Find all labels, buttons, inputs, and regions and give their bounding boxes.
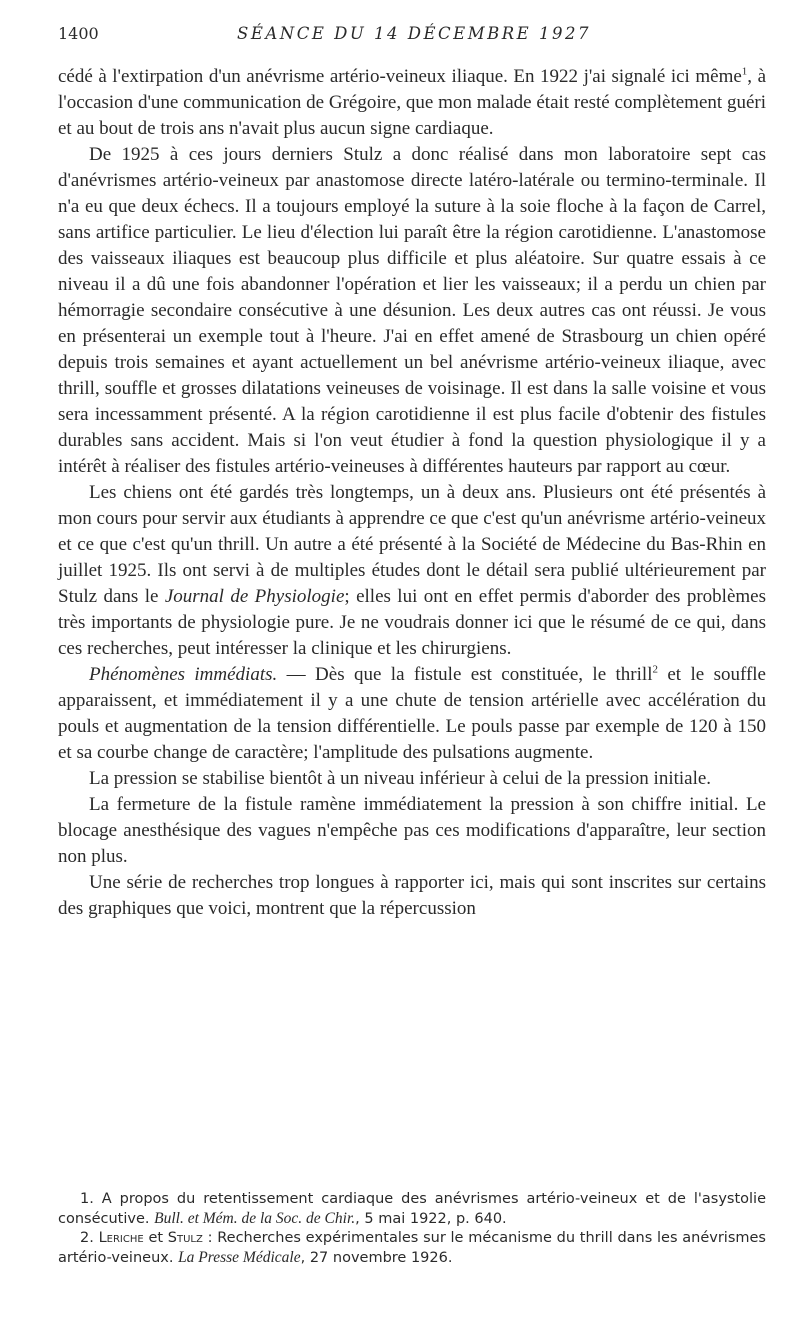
- footnote: 2. Leriche et Stulz : Recherches expérimentales sur le mécanisme du thrill dans les anévrismes artério-veineux. La Presse Médicale, 27 novembre 1926.: [58, 1230, 766, 1266]
- running-head: SÉANCE DU 14 DÉCEMBRE 1927: [237, 24, 591, 43]
- footnote-ref: 1: [741, 65, 748, 78]
- paragraph: Les chiens ont été gardés très longtemps, un à deux ans. Plusieurs ont été présentés à mon cours pour servir aux étudiants à apprendre ce que c'est qu'un anévrisme artério-veineux et ce que c'est qu'un thrill. Un autre a été présenté à la Société de Médecine du Bas-Rhin en juillet 1925. Ils ont servi à de multiples études dont le détail sera publié ultérieurement par Stulz dans le Journal de Physiologie; elles lui ont en effet permis d'aborder des problèmes très importants de physiologie pure. Je ne voudrais donner ici que le résumé de ce qui, dans ces recherches, peut intéresser la clinique et les chirurgiens.: [58, 482, 767, 659]
- page-number: 1400: [58, 24, 99, 43]
- body-text: [58, 64, 766, 922]
- paragraph: La pression se stabilise bientôt à un niveau inférieur à celui de la pression initiale.: [89, 768, 712, 789]
- paragraph: De 1925 à ces jours derniers Stulz a donc réalisé dans mon laboratoire sept cas d'anévrismes artério-veineux par anastomose directe latéro-latérale ou termino-terminale. Il n'a eu que deux échecs. Il a toujours employé la suture à la soie floche à la façon de Carrel, sans artifice particulier. Le lieu d'élection lui paraît être la région carotidienne. L'anastomose des vaisseaux iliaques est beaucoup plus difficile et plus aléatoire. Sur quatre essais à ce niveau il a dû une fois abandonner l'opération et lier les vaisseaux; il a perdu un chien par hémorragie secondaire consécutive à une désunion. Les deux autres cas ont réussi. Je vous en présenterai un exemple tout à l'heure. J'ai en effet amené de Strasbourg un chien opéré depuis trois semaines et ayant actuellement un bel anévrisme artério-veineux iliaque, avec thrill, souffle et grosses dilatations veineuses de voisinage. Il est dans la salle voisine et vous sera incessamment présenté. A la région carotidienne il est plus facile d'obtenir des fistules durables sans accident. Mais si l'on veut étudier à fond la question physiologique il y a intérêt à réaliser des fistules artério-veineuses à différentes hauteurs par rapport au cœur.: [58, 144, 766, 477]
- paragraph: La fermeture de la fistule ramène immédiatement la pression à son chiffre initial. Le blocage anesthésique des vagues n'empêche pas ces modifications d'apparaître, leur section non plus.: [58, 794, 766, 867]
- footnote-ref: 2: [652, 663, 658, 676]
- paragraph: Une série de recherches trop longues à rapporter ici, mais qui sont inscrites sur certains des graphiques que voici, montrent que la répercussion: [58, 872, 766, 919]
- section-heading: Phénomènes immédiats.: [89, 664, 278, 685]
- paragraph: Phénomènes immédiats. — Dès que la fistule est constituée, le thrill$^2$ et le souffle apparaissent, et immédiatement il y a une chute de tension artérielle avec accélération du pouls et augmentation de la tension différentielle. Le pouls passe par exemple de 120 à 150 et sa courbe change de caractère; l'amplitude des pulsations augmente.: [58, 663, 766, 763]
- journal-title: Journal de Physiologie: [164, 586, 345, 607]
- page-header: [58, 24, 770, 46]
- footnotes: [58, 1190, 766, 1268]
- footnote: 1. A propos du retentissement cardiaque des anévrismes artério-veineux et de l'asystolie consécutive. Bull. et Mém. de la Soc. de Chir., 5 mai 1922, p. 640.: [58, 1191, 766, 1227]
- paragraph: cédé à l'extirpation d'un anévrisme artério-veineux iliaque. En 1922 j'ai signalé ici même$^1$, à l'occasion d'une communication de Grégoire, que mon malade était resté complètement guéri et au bout de trois ans n'avait plus aucun signe cardiaque.: [58, 65, 767, 139]
